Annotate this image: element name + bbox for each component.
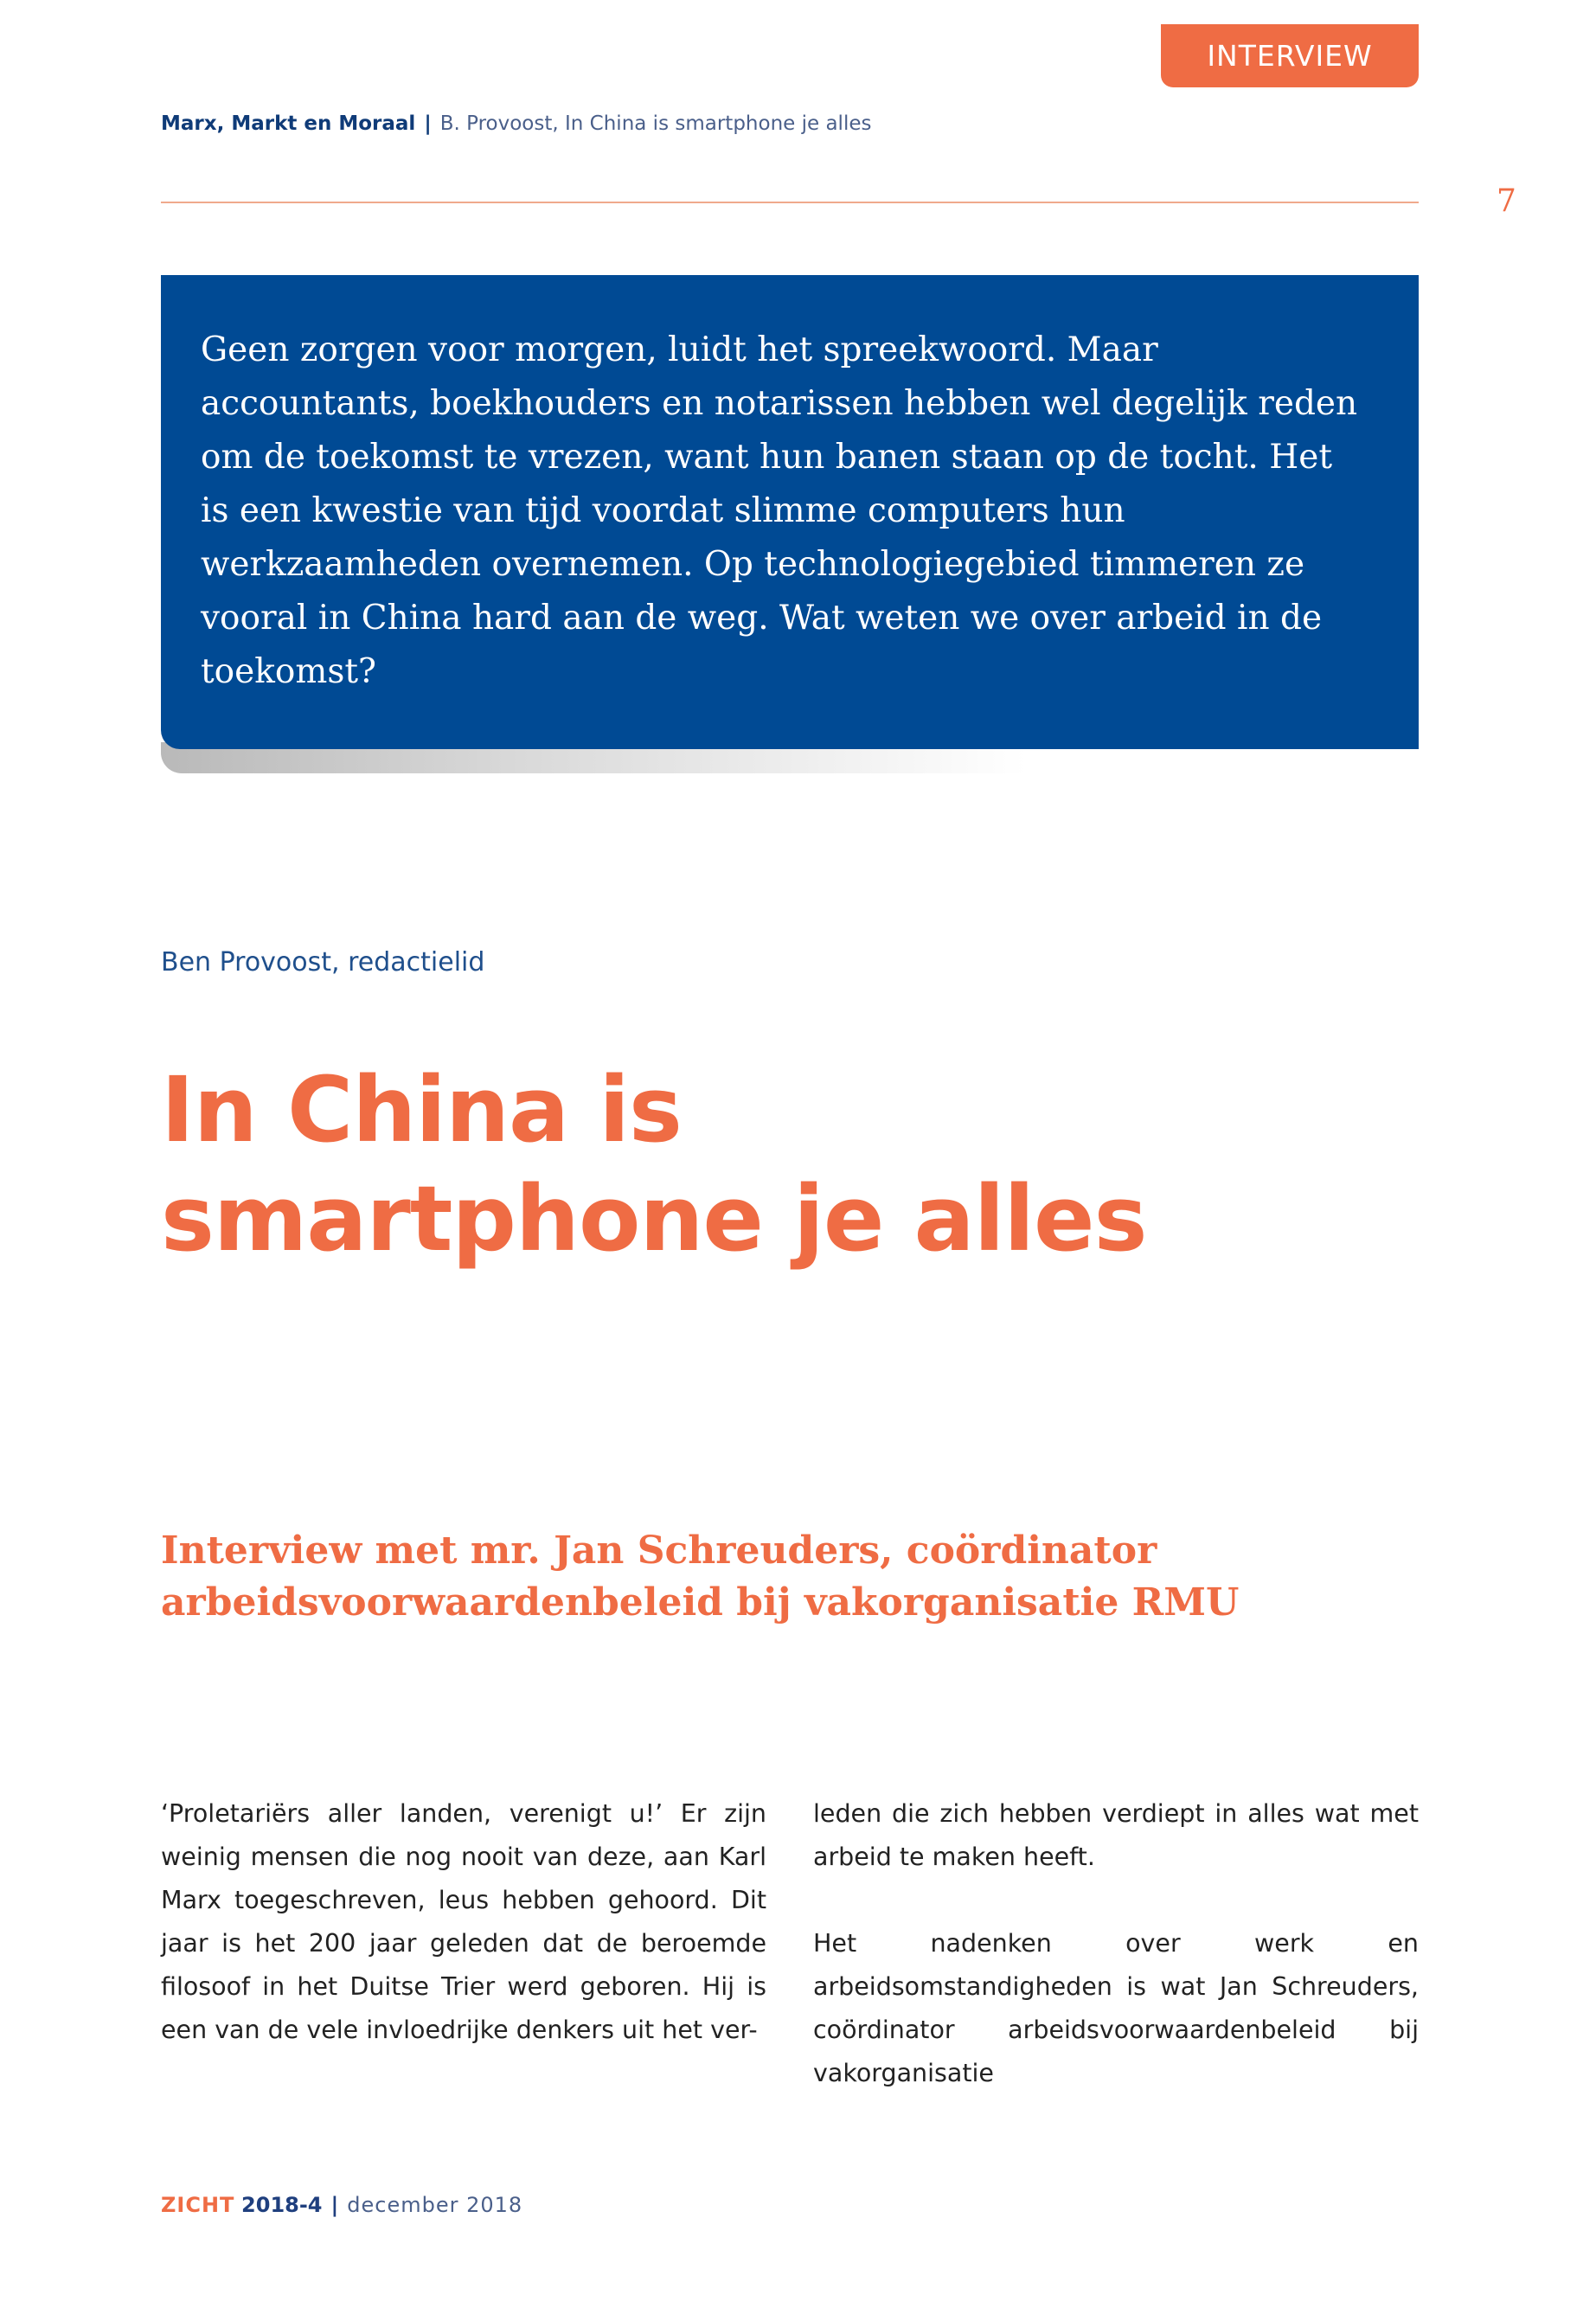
intro-text: Geen zorgen voor morgen, luidt het spreekwoord. Maar accountants, boekhouders en notarissen hebben wel degelijk reden om de toekomst te vrezen, want hun banen staan op de tocht. Het is een kwestie van tijd voordat slimme computers hun werkzaamheden overnemen. Op technologiegebied timmeren ze vooral in China hard aan de weg. Wat weten we over arbeid in de toekomst?	[201, 330, 1358, 691]
footer-separator: |	[330, 2193, 339, 2217]
section-tag: INTERVIEW	[1161, 24, 1419, 87]
body-paragraph: ‘Proletariërs aller landen, verenigt u!’ Er zijn weinig mensen die nog nooit van deze, aan Karl Marx toegeschreven, leus hebben gehoord. Dit jaar is het 200 jaar geleden dat de beroemde filosoof in het Duitse Trier werd geboren. Hij is een van de vele invloedrijke denkers uit het ver-	[161, 1799, 766, 2044]
headline-line-1: In China is	[161, 1057, 682, 1163]
intro-box	[161, 275, 1419, 749]
running-head-separator: |	[424, 112, 432, 135]
subtitle	[161, 1525, 1239, 1629]
running-head-series: Marx, Markt en Moraal	[161, 112, 416, 135]
footer-magazine: ZICHT	[161, 2193, 235, 2217]
page-number: 7	[1497, 183, 1516, 219]
headline	[161, 1055, 1146, 1273]
subtitle-line-1: Interview met mr. Jan Schreuders, coördinator	[161, 1529, 1157, 1573]
body-paragraph: Het nadenken over werk en arbeidsomstandigheden is wat Jan Schreuders, coördinator arbeidsvoorwaardenbeleid bij vakorganisatie	[813, 1929, 1419, 2087]
footer-issue: 2018-4	[241, 2193, 323, 2217]
byline: Ben Provoost, redactielid	[161, 947, 485, 977]
body-column-left	[161, 1792, 766, 2052]
footer	[161, 2193, 522, 2217]
running-head-reference: B. Provoost, In China is smartphone je alles	[439, 112, 872, 135]
subtitle-line-2: arbeidsvoorwaardenbeleid bij vakorganisatie RMU	[161, 1580, 1240, 1625]
footer-date: december 2018	[347, 2193, 523, 2217]
body-paragraph: leden die zich hebben verdiept in alles wat met arbeid te maken heeft.	[813, 1799, 1419, 1871]
running-head	[161, 112, 871, 140]
body-column-right	[813, 1792, 1419, 2095]
headline-line-2: smartphone je alles	[161, 1166, 1147, 1272]
header-rule	[161, 202, 1419, 203]
